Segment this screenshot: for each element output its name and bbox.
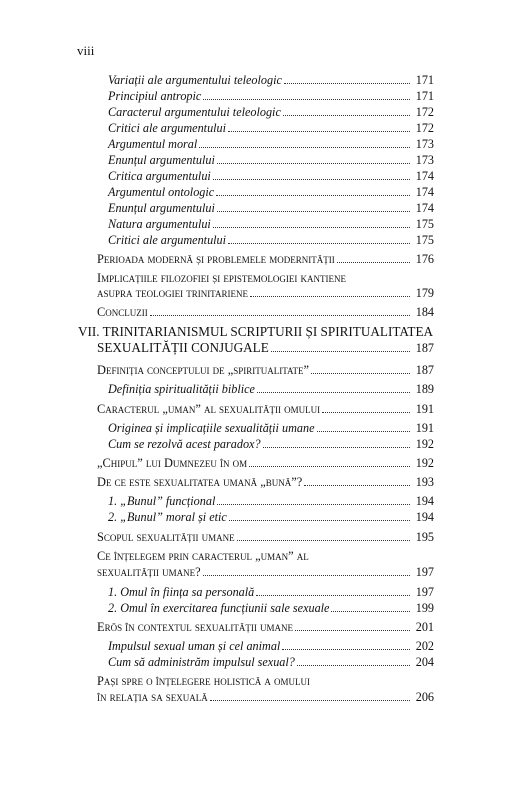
toc-entry-page: 172 [415, 105, 434, 119]
toc-entry-label: 1. Omul în ființa sa personală [108, 585, 255, 599]
toc-entry[interactable] [0, 104, 530, 120]
toc-entry-label: sexualității umane? [97, 565, 201, 579]
toc-entry-page: 197 [415, 585, 434, 599]
toc-entry-label: „Chipul” lui Dumnezeu în om [97, 456, 248, 470]
toc-entry-label: Argumentul ontologic [108, 185, 215, 199]
toc-entry[interactable] [0, 88, 530, 104]
toc-entry-label: Erōs în contextul sexualității umane [97, 620, 293, 634]
toc-entry-page: 175 [415, 217, 434, 231]
toc-entry-label: 2. „Bunul” moral și etic [108, 510, 227, 524]
dot-leader [284, 72, 410, 84]
toc-entry-page: 204 [415, 655, 434, 669]
dot-leader [150, 304, 410, 316]
dot-leader [229, 509, 410, 521]
toc-entry[interactable] [0, 184, 530, 200]
dot-leader [256, 584, 410, 596]
toc-entry-page: 171 [415, 73, 434, 87]
toc-entry-page: 194 [415, 494, 434, 508]
toc-entry-label: Argumentul moral [108, 137, 198, 151]
toc-entry-label-line1[interactable]: Pași spre o înțelegere holistică a omului [97, 674, 310, 688]
dot-leader [257, 381, 410, 393]
toc-entry-page: 194 [415, 510, 434, 524]
toc-entry-page: 173 [415, 153, 434, 167]
toc-entry-label: Definiția conceptului de „spiritualitate” [97, 363, 309, 377]
chapter-title-line1[interactable]: VII. TRINITARIANISMUL SCRIPTURII ȘI SPIRITUALITATEA [78, 324, 434, 339]
toc-entry[interactable] [0, 340, 530, 356]
dot-leader [337, 251, 410, 263]
toc-entry-page: 192 [415, 437, 434, 451]
dot-leader [213, 168, 410, 180]
toc-entry[interactable] [0, 136, 530, 152]
toc-entry[interactable] [0, 362, 530, 378]
dot-leader [297, 654, 410, 666]
toc-entry[interactable] [0, 420, 530, 436]
toc-entry-page: 197 [415, 565, 434, 579]
dot-leader [203, 564, 410, 576]
toc-entry-page: 173 [415, 137, 434, 151]
toc-entry[interactable] [0, 619, 530, 635]
toc-entry-page: 174 [415, 169, 434, 183]
toc-entry-page: 172 [415, 121, 434, 135]
dot-leader [331, 600, 410, 612]
dot-leader [304, 474, 410, 486]
toc-entry-label-line1[interactable]: Implicațiile filozofiei și epistemologiei kantiene [97, 271, 346, 285]
toc-entry-label: Caracterul „uman” al sexualității omului [97, 402, 321, 416]
toc-entry-label: Critici ale argumentului [108, 121, 227, 135]
toc-entry-page: 171 [415, 89, 434, 103]
dot-leader [199, 136, 410, 148]
toc-entry[interactable] [0, 654, 530, 670]
toc-entry[interactable] [0, 72, 530, 88]
dot-leader [322, 401, 410, 413]
toc-entry[interactable] [0, 152, 530, 168]
dot-leader [271, 340, 410, 352]
toc-entry-label: SEXUALITĂȚII CONJUGALE [97, 340, 269, 355]
toc-entry-label: Scopul sexualității umane [97, 530, 235, 544]
toc-entry-label: în relația sa sexuală [97, 690, 208, 704]
toc-entry[interactable] [0, 381, 530, 397]
dot-leader [317, 420, 411, 432]
dot-leader [213, 216, 410, 228]
toc-entry-page: 174 [415, 201, 434, 215]
toc-entry-page: 191 [415, 402, 434, 416]
toc-entry-page: 192 [415, 456, 434, 470]
toc-entry[interactable] [0, 200, 530, 216]
dot-leader [228, 120, 410, 132]
toc-entry-label: De ce este sexualitatea umană „bună”? [97, 475, 303, 489]
dot-leader [282, 638, 410, 650]
dot-leader [217, 493, 410, 505]
toc-entry[interactable] [0, 493, 530, 509]
toc-entry[interactable] [0, 304, 530, 320]
toc-entry-label: Originea și implicațiile sexualității umane [108, 421, 315, 435]
toc-entry[interactable] [0, 474, 530, 490]
toc-entry-label: Cum să administrăm impulsul sexual? [108, 655, 295, 669]
dot-leader [203, 88, 410, 100]
dot-leader [295, 619, 410, 631]
page-number: viii [77, 43, 95, 58]
toc-entry-page: 175 [415, 233, 434, 247]
toc-entry-page: 201 [415, 620, 434, 634]
toc-entry-page: 189 [415, 382, 434, 396]
toc-entry-label: Variații ale argumentului teleologic [108, 73, 282, 87]
toc-entry-label: Natura argumentului [108, 217, 211, 231]
toc-entry[interactable] [0, 120, 530, 136]
toc-entry-page: 187 [415, 341, 434, 355]
toc-entry[interactable] [0, 600, 530, 616]
toc-entry-label: Critici ale argumentului [108, 233, 227, 247]
toc-entry[interactable] [0, 251, 530, 267]
toc-entry-page: 176 [415, 252, 434, 266]
dot-leader [210, 689, 410, 701]
toc-entry[interactable] [0, 285, 530, 301]
toc-entry-label: asupra teologiei trinitariene [97, 286, 248, 300]
dot-leader [249, 455, 410, 467]
toc-entry[interactable] [0, 689, 530, 705]
toc-entry[interactable] [0, 455, 530, 471]
dot-leader [237, 529, 410, 541]
toc-entry[interactable] [0, 436, 530, 452]
toc-entry-page: 193 [415, 475, 434, 489]
toc-entry-label-line1[interactable]: Ce înțelegem prin caracterul „uman” al [97, 549, 309, 563]
toc-entry-label: Critica argumentului [108, 169, 211, 183]
dot-leader [283, 104, 410, 116]
dot-leader [228, 232, 410, 244]
toc-entry[interactable] [0, 529, 530, 545]
toc-entry-page: 187 [415, 363, 434, 377]
toc-entry[interactable] [0, 401, 530, 417]
toc-entry-label: Principiul antropic [108, 89, 202, 103]
toc-entry-page: 179 [415, 286, 434, 300]
toc-entry-label: Enunțul argumentului [108, 153, 215, 167]
toc-entry-page: 206 [415, 690, 434, 704]
toc-entry-label: 1. „Bunul” funcțional [108, 494, 216, 508]
dot-leader [216, 184, 410, 196]
toc-entry[interactable] [0, 232, 530, 248]
toc-entry-label: Enunțul argumentului [108, 201, 215, 215]
toc-entry[interactable] [0, 216, 530, 232]
toc-entry[interactable] [0, 168, 530, 184]
toc-entry-label: Concluzii [97, 305, 148, 319]
dot-leader [217, 152, 410, 164]
toc-entry[interactable] [0, 638, 530, 654]
toc-entry[interactable] [0, 584, 530, 600]
dot-leader [311, 362, 410, 374]
toc-entry-page: 195 [415, 530, 434, 544]
toc-entry-label: Impulsul sexual uman și cel animal [108, 639, 281, 653]
toc-entry-label: Definiția spiritualității biblice [108, 382, 255, 396]
toc-entry-page: 184 [415, 305, 434, 319]
toc-entry-label: Perioada modernă și problemele modernității [97, 252, 335, 266]
toc-entry-page: 174 [415, 185, 434, 199]
toc-entry-label: Cum se rezolvă acest paradox? [108, 437, 261, 451]
dot-leader [250, 285, 410, 297]
toc-entry-page: 202 [415, 639, 434, 653]
dot-leader [217, 200, 410, 212]
toc-entry[interactable] [0, 564, 530, 580]
toc-entry-page: 191 [415, 421, 434, 435]
toc-entry-label: 2. Omul în exercitarea funcțiunii sale sexuale [108, 601, 330, 615]
toc-entry-page: 199 [415, 601, 434, 615]
toc-entry[interactable] [0, 509, 530, 525]
dot-leader [263, 436, 410, 448]
toc-entry-label: Caracterul argumentului teleologic [108, 105, 281, 119]
